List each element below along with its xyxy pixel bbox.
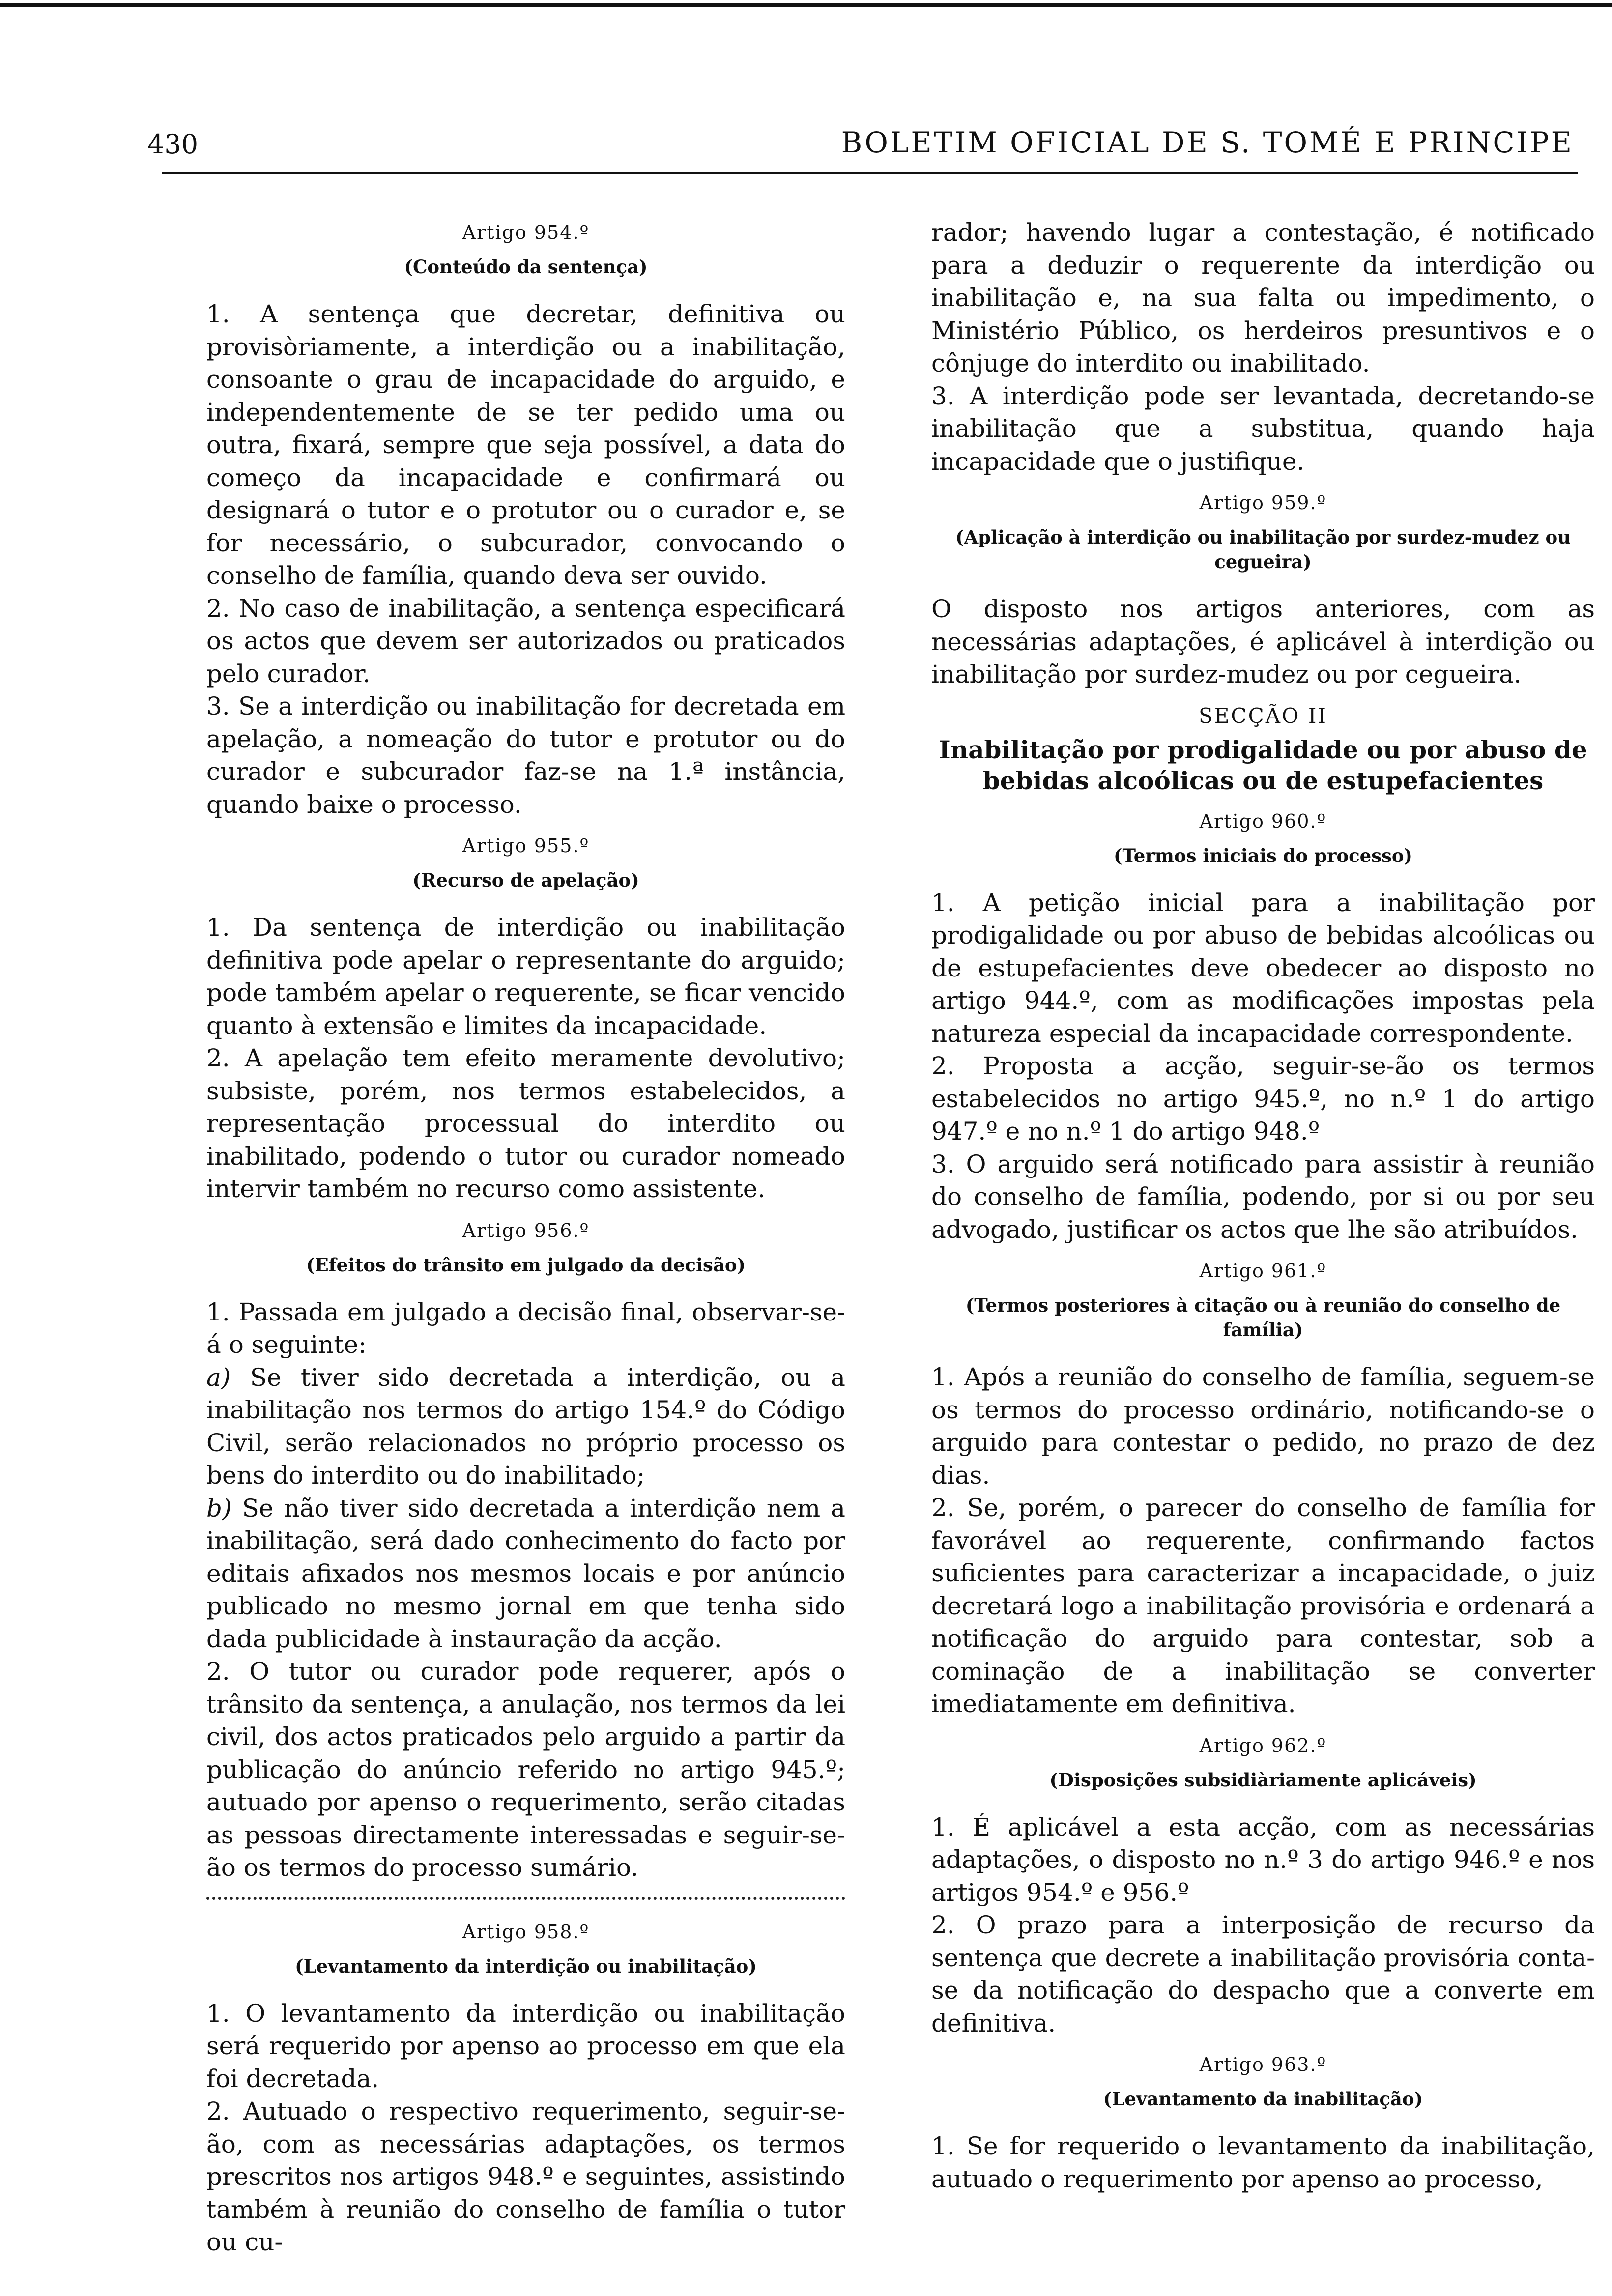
- paragraph: 2. Autuado o respectivo requerimento, seguir-se-ão, com as necessárias adaptações, os termos prescritos nos artigos 948.º e seguintes, assistindo também à reunião do conselho de família o tutor ou cu-: [206, 2097, 845, 2256]
- article-title: (Disposições subsidiàriamente aplicáveis): [1049, 1769, 1477, 1791]
- header-rule: [162, 172, 1578, 174]
- right-column: [931, 216, 1595, 2195]
- paragraph: 1. Da sentença de interdição ou inabilitação definitiva pode apelar o representante do arguido; pode também apelar o requerente, se ficar vencido quanto à extensão e limites da incapacidade.: [206, 913, 845, 1040]
- list-item-text: Se tiver sido decretada a interdição, ou a inabilitação nos termos do artigo 154.º do Código Civil, serão relacionados no próprio processo os bens do interdito ou do inabilitado;: [206, 1363, 845, 1490]
- article-title: (Termos posteriores à citação ou à reunião do conselho de família): [965, 1294, 1561, 1341]
- article-title: (Termos iniciais do processo): [1113, 844, 1413, 866]
- paragraph: 1. Após a reunião do conselho de família, seguem-se os termos do processo ordinário, notificando-se o arguido para contestar o pedido, no prazo de dez dias.: [931, 1363, 1595, 1490]
- paragraph: O disposto nos artigos anteriores, com as necessárias adaptações, é aplicável à interdição ou inabilitação por surdez-mudez ou por cegueira.: [931, 595, 1595, 689]
- list-item-marker: a): [206, 1363, 231, 1392]
- paragraph: [206, 1361, 845, 1492]
- section-label: SECÇÃO II: [1199, 703, 1327, 728]
- article-number: Artigo 956.º: [462, 1219, 590, 1241]
- article-number: Artigo 954.º: [462, 222, 590, 243]
- article-number: Artigo 963.º: [1199, 2054, 1327, 2075]
- paragraph: 2. No caso de inabilitação, a sentença especificará os actos que devem ser autorizados ou praticados pelo curador.: [206, 594, 845, 688]
- paragraph: 1. A sentença que decretar, definitiva ou provisòriamente, a interdição ou a inabilitação, consoante o grau de incapacidade do arguido, e independentemente de se ter pedido uma ou outra, fixará, sempre que seja possível, a data do começo da incapacidade e confirmará ou designará o tutor e o protutor ou o curador e, se for necessário, o subcurador, convocando o conselho de família, quando deva ser ouvido.: [206, 300, 845, 590]
- paragraph: 1. Se for requerido o levantamento da inabilitação, autuado o requerimento por apenso ao processo,: [931, 2132, 1595, 2193]
- article-number: Artigo 961.º: [1199, 1260, 1327, 1282]
- page-number: 430: [147, 129, 199, 160]
- article-title: (Levantamento da interdição ou inabilitação): [295, 1955, 757, 1977]
- paragraph: 3. A interdição pode ser levantada, decretando-se inabilitação que a substitua, quando haja incapacidade que o justifique.: [931, 381, 1595, 476]
- paragraph: 2. Proposta a acção, seguir-se-ão os termos estabelecidos no artigo 945.º, no n.º 1 do artigo 947.º e no n.º 1 do artigo 948.º: [931, 1052, 1595, 1146]
- paragraph: 2. Se, porém, o parecer do conselho de família for favorável ao requerente, confirmando factos suficientes para caracterizar a incapacidade, o juiz decretará logo a inabilitação provisória e ordenará a notificação do arguido para contestar, sob a cominação de a inabilitação se converter imediatamente em definitiva.: [931, 1493, 1595, 1718]
- top-border-rule: [0, 3, 1612, 7]
- paragraph: 1. É aplicável a esta acção, com as necessárias adaptações, o disposto no n.º 3 do artigo 946.º e nos artigos 954.º e 956.º: [931, 1812, 1595, 1907]
- paragraph: 1. Passada em julgado a decisão final, observar-se-á o seguinte:: [206, 1297, 845, 1359]
- article-number: Artigo 955.º: [462, 835, 590, 857]
- paragraph: 1. A petição inicial para a inabilitação por prodigalidade ou por abuso de bebidas alcoólicas ou de estupefacientes deve obedecer ao disposto no artigo 944.º, com as modificações impostas pela natureza especial da incapacidade correspondente.: [931, 888, 1595, 1048]
- article-title: (Recurso de apelação): [412, 869, 639, 891]
- article-title: (Conteúdo da sentença): [404, 256, 648, 278]
- paragraph: 2. O tutor ou curador pode requerer, após o trânsito da sentença, a anulação, nos termos da lei civil, dos actos praticados pelo arguido a partir da publicação do anúncio referido no artigo 945.º; autuado por apenso o requerimento, serão citadas as pessoas directamente interessadas e seguir-se-ão os termos do processo sumário.: [206, 1657, 845, 1882]
- left-column: [206, 216, 845, 2259]
- article-title: (Efeitos do trânsito em julgado da decisão): [306, 1254, 746, 1276]
- article-number: Artigo 960.º: [1199, 810, 1327, 832]
- section-title: Inabilitação por prodigalidade ou por abuso de bebidas alcoólicas ou de estupefacientes: [939, 735, 1587, 795]
- paragraph: 2. O prazo para a interposição de recurso da sentença que decrete a inabilitação provisória conta-se da notificação do despacho que a converte em definitiva.: [931, 1911, 1595, 2038]
- paragraph: 1. O levantamento da interdição ou inabilitação será requerido por apenso ao processo em que ela foi decretada.: [206, 1999, 845, 2093]
- article-number: Artigo 959.º: [1199, 492, 1327, 514]
- list-item-marker: b): [206, 1493, 232, 1522]
- article-title: (Aplicação à interdição ou inabilitação por surdez-mudez ou cegueira): [955, 526, 1571, 573]
- article-number: Artigo 962.º: [1199, 1734, 1327, 1756]
- article-title: (Levantamento da inabilitação): [1103, 2088, 1423, 2110]
- list-item-text: Se não tiver sido decretada a interdição nem a inabilitação, será dado conhecimento do facto por editais afixados nos mesmos locais e por anúncio publicado no mesmo jornal em que tenha sido dada publicidade à instauração da acção.: [206, 1493, 845, 1653]
- running-head: BOLETIM OFICIAL DE S. TOMÉ E PRINCIPE: [841, 126, 1574, 159]
- article-number: Artigo 958.º: [462, 1921, 590, 1943]
- paragraph: 2. A apelação tem efeito meramente devolutivo; subsiste, porém, nos termos estabelecidos, a representação processual do interdito ou inabilitado, podendo o tutor ou curador nomeado intervir também no recurso como assistente.: [206, 1044, 845, 1203]
- paragraph: [206, 1492, 845, 1656]
- paragraph: 3. O arguido será notificado para assistir à reunião do conselho de família, podendo, por si ou por seu advogado, justificar os actos que lhe são atribuídos.: [931, 1149, 1595, 1244]
- paragraph: 3. Se a interdição ou inabilitação for decretada em apelação, a nomeação do tutor e protutor ou do curador e subcurador faz-se na 1.ª instância, quando baixe o processo.: [206, 692, 845, 819]
- dotted-separator: [206, 1886, 845, 1900]
- paragraph: rador; havendo lugar a contestação, é notificado para a deduzir o requerente da interdição ou inabilitação e, na sua falta ou impedimento, o Ministério Público, os herdeiros presuntivos e o cônjuge do interdito ou inabilitado.: [931, 218, 1595, 377]
